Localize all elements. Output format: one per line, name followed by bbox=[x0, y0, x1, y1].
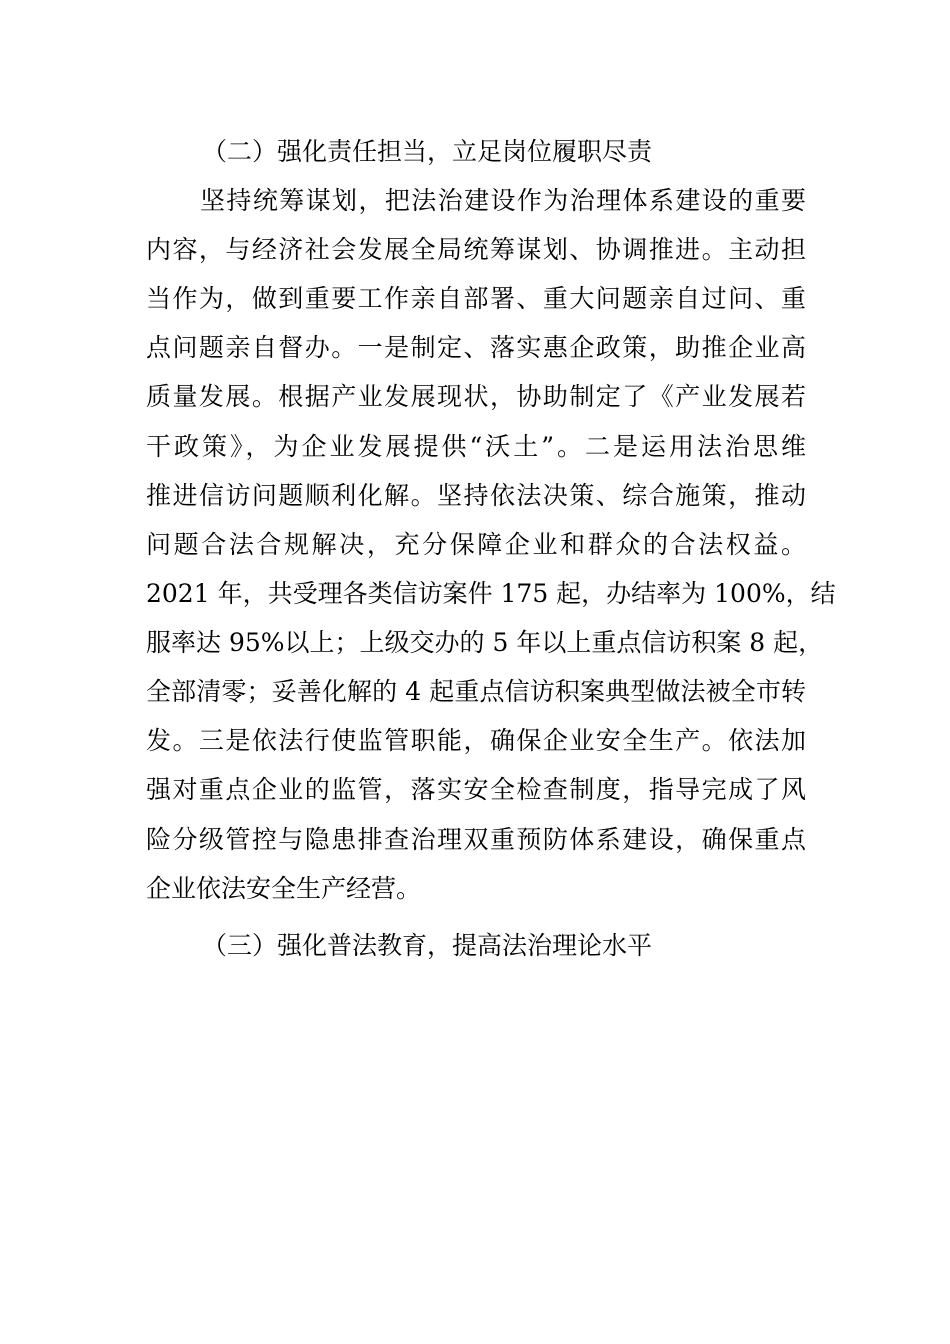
section-heading-3: （三）强化普法教育，提高法治理论水平 bbox=[202, 931, 653, 960]
paragraph-line-4: 点问题亲自督办。一是制定、落实惠企政策，助推企业高 bbox=[146, 333, 806, 362]
paragraph-line-12: 发。三是依法行使监管职能，确保企业安全生产。依法加 bbox=[146, 726, 806, 755]
paragraph-line-11: 全部清零；妥善化解的 4 起重点信访积案典型做法被全市转 bbox=[146, 677, 806, 706]
paragraph-line-14: 险分级管控与隐患排查治理双重预防体系建设，确保重点 bbox=[146, 825, 806, 854]
paragraph-line-10: 服率达 95%以上；上级交办的 5 年以上重点信访积案 8 起， bbox=[146, 628, 824, 657]
paragraph-line-9: 2021 年，共受理各类信访案件 175 起，办结率为 100%，结 bbox=[146, 579, 836, 608]
paragraph-line-3: 当作为，做到重要工作亲自部署、重大问题亲自过问、重 bbox=[146, 284, 806, 313]
section-heading-2: （二）强化责任担当，立足岗位履职尽责 bbox=[202, 137, 653, 166]
paragraph-line-13: 强对重点企业的监管，落实安全检查制度，指导完成了风 bbox=[146, 775, 806, 804]
paragraph-line-2: 内容，与经济社会发展全局统筹谋划、协调推进。主动担 bbox=[146, 235, 806, 264]
paragraph-line-7: 推进信访问题顺利化解。坚持依法决策、综合施策，推动 bbox=[146, 481, 806, 510]
paragraph-line-8: 问题合法合规解决，充分保障企业和群众的合法权益。 bbox=[146, 530, 806, 559]
paragraph-line-6: 干政策》，为企业发展提供“沃土”。二是运用法治思维 bbox=[146, 432, 806, 461]
paragraph-line-1: 坚持统筹谋划，把法治建设作为治理体系建设的重要 bbox=[200, 186, 806, 215]
paragraph-line-15: 企业依法安全生产经营。 bbox=[146, 874, 422, 903]
paragraph-line-5: 质量发展。根据产业发展现状，协助制定了《产业发展若 bbox=[146, 382, 806, 411]
